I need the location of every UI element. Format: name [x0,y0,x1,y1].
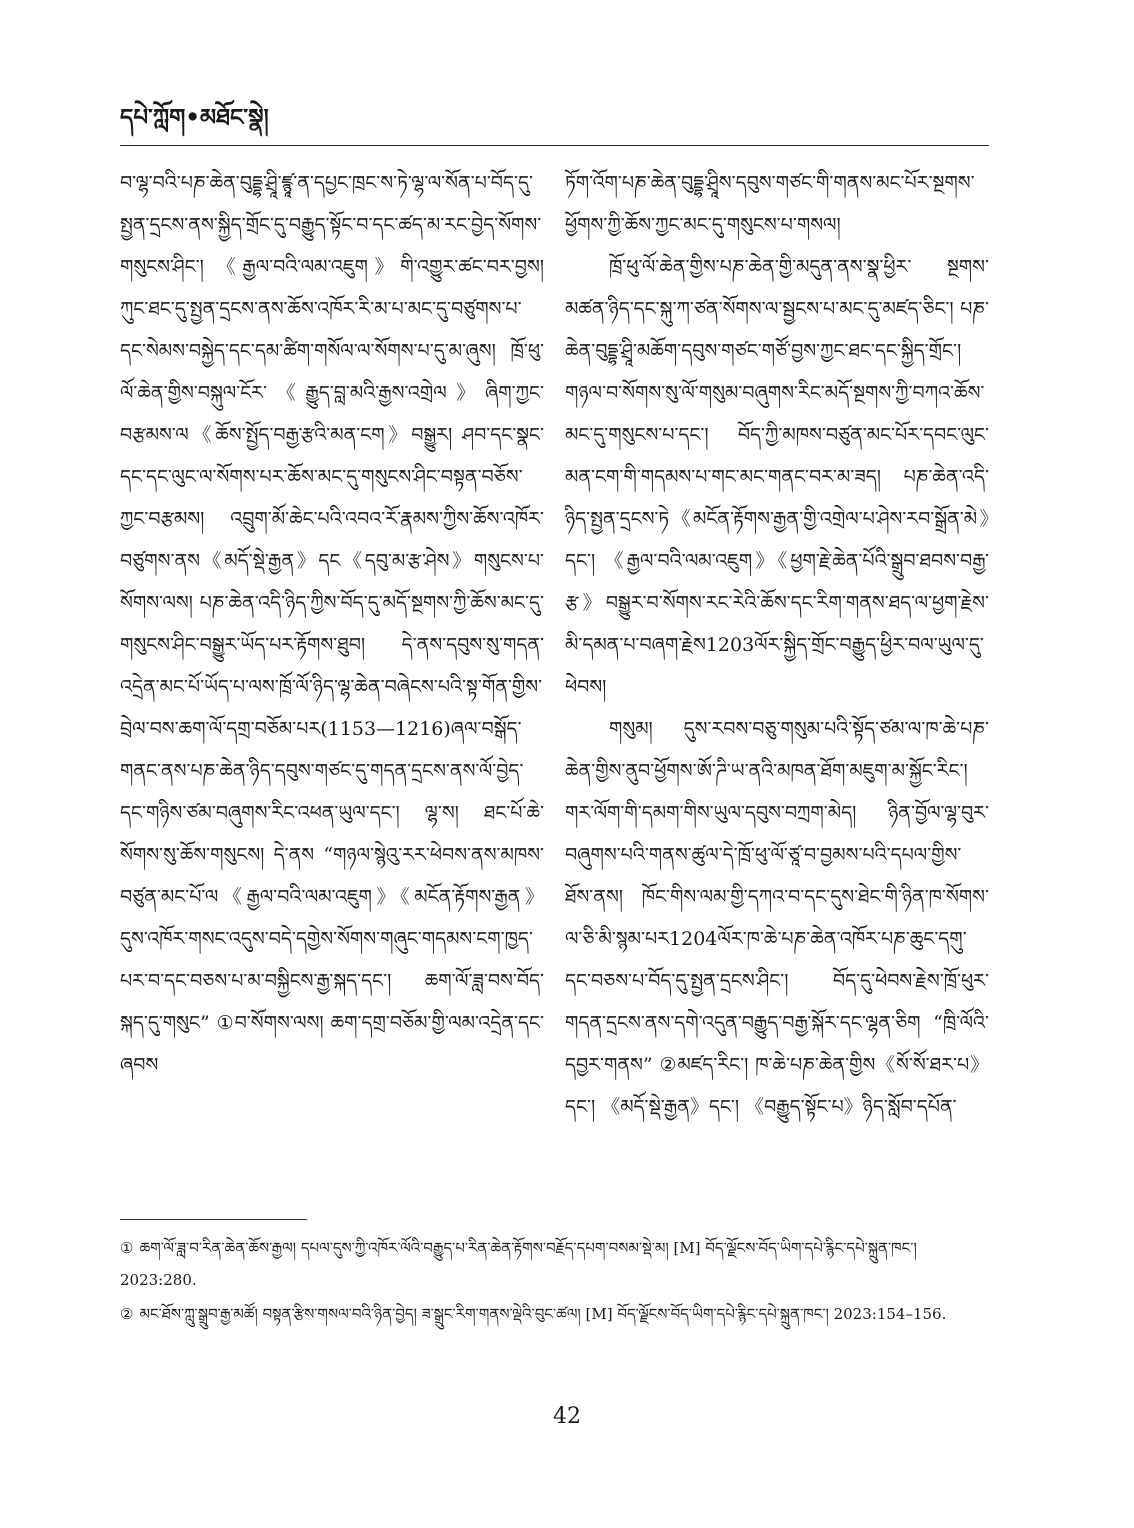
left-paragraph-1: བ་ལྷ་བའི་པཎ་ཆེན་བུདྡྷ་ཤྲཱི་ཛྙཱ་ན་དཔྱང་ཁྲང་ས་ཏེ་ལྷ་ལ་སོན་པ་བོད་དུ་སྤྱན་དྲངས་ནས་སྐྱིད་གྲོང་དུ་བརྒྱུད་སྟོང་བ་དང་ཚད་མ་རང་བྱེད་སོགས་གསུངས་ཤིང་། 《རྒྱལ་བའི་ལམ་འཇུག》གི་འགྱུར་ཚང་བར་བྱས། ཀུང་ཐང་དུ་སྤྱན་དྲངས་ནས་ཆོས་འཁོར་རི་མ་པ་མང་དུ་བཙུགས་པ་དང་སེམས་བསྐྱེད་དང་དམ་ཚིག་གསོལ་ལ་སོགས་པ་དུ་མ་ཞུས། ཁྲོ་ཕུ་ལོ་ཆེན་གྱིས་བསྐུལ་ངོར་《རྒྱུད་བླ་མའི་རྒྱས་འགྲེལ》ཞིག་ཀྱང་བརྩམས་ལ《ཆོས་སྤྱོད་བརྒྱ་རྩའི་མན་ངག》བསྒྱུར། ཤབ་དང་སྣང་དང་དང་ལུང་ལ་སོགས་པར་ཆོས་མང་དུ་གསུངས་ཤིང་བསྟན་བཅོས་ཀྱང་བརྩམས། འབྲུག་མོ་ཆེང་པའི་འབའ་རོ་རྣམས་ཀྱིས་ཆོས་འཁོར་བཙུགས་ནས《མདོ་སྡེ་རྒྱན》དང《དབུ་མ་རྩ་ཤེས》གསུངས་པ་སོགས་ལས། པཎ་ཆེན་འདི་ཉིད་ཀྱིས་བོད་དུ་མདོ་སྔགས་ཀྱི་ཆོས་མང་དུ་གསུངས་ཤིང་བསྒྱུར་ཡོད་པར་རྟོགས་ཐུབ། དེ་ནས་དབུས་སུ་གདན་འདྲེན་མང་པོ་ཡོད་པ་ལས་ཁྲོ་ལོ་ཉིད་ལྷ་ཆེན་བཞེངས་པའི་སྟ་གོན་གྱིས་བྲེལ་བས་ཆག་ལོ་དགྲ་བཅོམ་པར(1153—1216)ཞལ་བསྒོད་གནང་ནས་པཎ་ཆེན་ཉིད་དབུས་གཙང་དུ་གདན་དྲངས་ནས་ལོ་བྱེད་དང་གཉིས་ཙམ་བཞུགས་རིང་འཕན་ཡུལ་དང་། ལྷ་ས། ཐང་པོ་ཆེ་སོགས་སུ་ཆོས་གསུངས། དེ་ནས “གཉལ་སྙེའུ་རར་ཕེབས་ནས་མཁས་བཙུན་མང་པོ་ལ《རྒྱལ་བའི་ལམ་འཇུག》《མངོན་རྟོགས་རྒྱན》 དུས་འཁོར་གསང་འདུས་བདེ་དགྱེས་སོགས་གཞུང་གདམས་ངག་ཁྱད་པར་བ་དང་བཅས་པ་མ་བསྐྱིངས་རྒྱ་སྐད་དང་། ཆག་ལོ་ཟླ་བས་བོད་སྐད་དུ་གསུང” ①བ་སོགས་ལས། ཆག་དགྲ་བཅོམ་གྱི་ལམ་འདྲེན་དང་ཞབས [120,172,544,1076]
running-header: དཔེ་ཀློག•མཐོང་སྣེ། [120,104,269,131]
footnote-2 [120,1298,989,1330]
footnote-2-number: ② [120,1305,134,1323]
right-column [565,162,989,1128]
footnote-2-text: མང་ཐོས་ཀླུ་སྒྲུབ་རྒྱ་མཚོ། བསྟན་རྩིས་གསལ་བའི་ཉིན་བྱེད། ཟ་སྒྲུང་རིག་གནས་ལྡེའི་བུང་ཚལ། [M] བོད་ལྗོངས་བོད་ཡིག་དཔེ་རྙིང་དཔེ་སྐྲུན་ཁང་། 2023:154–156. [139,1305,947,1323]
right-paragraph-2: ཁྲོ་ཕུ་ལོ་ཆེན་གྱིས་པཎ་ཆེན་གྱི་མདུན་ནས་སྣ་ཕྱིར་ སྔགས་མཚན་ཉིད་དང་སྐུ་ཀ་ཙན་སོགས་ལ་སྦྱངས་པ་མང་དུ་མཛད་ཅིང་། པཎ་ཆེན་བུདྡྷ་ཤྲཱི་མཆོག་དབུས་གཙང་གཙོ་བྱས་ཀྱང་ཐང་དང་སྐྱིད་གྲོང་། གཉལ་བ་སོགས་སུ་ལོ་གསུམ་བཞུགས་རིང་མདོ་སྔགས་ཀྱི་བཀའ་ཆོས་མང་དུ་གསུངས་པ་དང་། བོད་ཀྱི་མཁས་བཙུན་མང་པོར་དབང་ལུང་མན་ངག་གི་གདམས་པ་གང་མང་གནང་བར་མ་ཟད། པཎ་ཆེན་འདི་ཉིད་སྤྱན་དྲངས་ཏེ《མངོན་རྟོགས་རྒྱན་གྱི་འགྲེལ་པ་ཤེས་རབ་སྒྲོན་མེ》དང་། 《རྒྱལ་བའི་ལམ་འཇུག》《ཕྱག་རྗེ་ཆེན་པོའི་སྒྲུབ་ཐབས་བརྒྱ་རྩ》བསྒྱུར་བ་སོགས་རང་རེའི་ཆོས་དང་རིག་གནས་ཐད་ལ་ཕྱག་རྗེས་མི་དམན་པ་བཞག་རྗེས1203ལོར་སྐྱིད་གྲོང་བརྒྱུད་ཕྱིར་བལ་ཡུལ་དུ་ཕེབས། [565,256,989,698]
footnote-rule [120,1219,307,1220]
footnote-1-text: ཆག་ལོ་ཟླ་བ་རིན་ཆེན་ཆོས་རྒྱལ། དཔལ་དུས་ཀྱི་འཁོར་ལོའི་བརྒྱུད་པ་རིན་ཆེན་རྟོགས་བརྗོད་དཔག་བསམ་སྡེ་མ། [M] བོད་ལྗོངས་བོད་ཡིག་དཔེ་རྙིང་དཔེ་སྐྲུན་ཁང་། 2023:280. [120,1239,917,1289]
footnotes [120,1232,989,1332]
footnote-1 [120,1232,989,1296]
footnote-1-number: ① [120,1239,134,1257]
page-number: 42 [553,1404,581,1429]
right-paragraph-1: ཏོག་འོག་པཎ་ཆེན་བུདྡྷ་ཤྲཱིས་དབུས་གཙང་གི་གནས་མང་པོར་སྔགས་ཕྱོགས་ཀྱི་ཆོས་ཀྱང་མང་དུ་གསུངས་པ་གསལ། [565,172,975,236]
header-rule [120,145,989,146]
left-column [120,162,544,1086]
right-paragraph-3: གསུམ། དུས་རབས་བཅུ་གསུམ་པའི་སྟོད་ཙམ་ལ་ཁ་ཆེ་པཎ་ཆེན་གྱིས་ནུབ་ཕྱོགས་ཨོ་ཌི་ཡ་ནའི་མཁན་ཐོག་མཇུག་མ་སྐྱོང་རིང་། གར་ལོག་གི་དམག་གིས་ཡུལ་དབུས་བཀྲག་མེད། ཉིན་བྱོལ་ལྷ་བུར་བཞུགས་པའི་གནས་ཚུལ་དེ་ཁྲོ་ཕུ་ལོ་ཙཱ་བ་བྱམས་པའི་དཔལ་གྱིས་ཐོས་ནས། ཁོང་གིས་ལམ་གྱི་དཀའ་བ་དང་དུས་ཐེང་གི་ཉིན་ཁ་སོགས་ལ་ཅི་མི་སྙམ་པར1204ལོར་ཁ་ཆེ་པཎ་ཆེན་འཁོར་པཎ་ཆུང་དགུ་དང་བཅས་པ་བོད་དུ་སྤྱན་དྲངས་ཤིང་། བོད་དུ་ཕེབས་རྗེས་ཁྲོ་ཕུར་གདན་དྲངས་ནས་དགེ་འདུན་བརྒྱུད་བརྒྱ་སྐོར་དང་ལྷན་ཅིག “ཁྲི་ལོའི་དབྱར་གནས” ②མཛད་རིང་། ཁ་ཆེ་པཎ་ཆེན་གྱིས《སོ་སོ་ཐར་པ》དང་། 《མདོ་སྡེ་རྒྱན》དང་། 《བརྒྱུད་སྟོང་པ》ཉིད་སློབ་དཔོན་ [565,718,989,1118]
